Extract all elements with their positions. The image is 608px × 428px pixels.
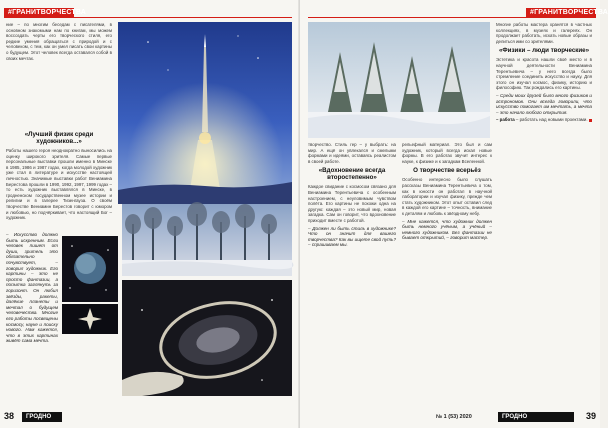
heading-physicists-creative: «Физики – люди творческие» [498,47,590,55]
left-page [0,0,300,428]
left-header-rule [4,17,292,18]
right-col1-quote: – Должен ли быть стиль в художнике? Что он значит для вашего творчества? Как вы ищете свой путь? – спрашиваем мы. [308,225,396,248]
heading-best-physicist: «Лучший физик среди художников...» [24,131,94,145]
right-page-number: 39 [585,411,596,421]
right-closing-line [496,117,592,123]
left-footer [4,412,292,422]
end-mark-icon [589,119,592,122]
right-col2-quote: – Мне кажется, что художник должен быть немного учёным, а учёный – немного художником. Без фантазии не бывает открытий, – говорит мастер. [402,218,492,241]
planet-painting [62,236,118,302]
right-page [300,0,608,428]
star-painting [62,304,118,334]
right-col1-intro: творчество. Стиль гер – у выбрать: на мир. А ещё он увлекался и смелыми формами и идеями, оставаясь реалистом в своей работе. [308,142,396,164]
left-col2-quote: – Искусство должно быть искренним. Если человек пишет от души, зритель это обязательно почувствует, – говорил художник. Его картины – это не просто фантазии, а попытка заглянуть за горизонт. Он любил звёзды, ракеты, далёкие планеты и мечтал о будущем человечества. Многие его работы посвящены космосу, науке и поиску нового. Нам кажется, что в этих картинах живёт сама мечта. [6,232,58,344]
right-col1-text: Каждое свидание с космосом связано для Вениамина Терентьевича с особенным настроением, с неуловимым чувством полёта. Его картины не похожи одна на другую: каждая – это новый мир, новая загадка. Сам он говорит, что вдохновение приходит вместе с работой. [308,184,396,223]
heading-seriously: О творчестве всерьёз [413,167,481,175]
left-column-1 [6,128,112,223]
right-column-2 [402,142,492,243]
right-section-tab: #ГРАНИТВОРЧЕСТВА [526,8,596,18]
right-col3-text: Многие работы мастера хранятся в частных коллекциях, в музеях и галереях. Он продолжает работать, искать новые образы и делиться ими со зрителями. [496,22,592,44]
right-column-1 [308,142,396,250]
right-col2-text: Особенно интересно было слушать рассказы Вениамина Терентьевича о том, как в юности он работал в научной лаборатории и изучал физику, прежде чем стать художником. Этот опыт оставил след в каждой его картине – точность, внимание к деталям и любовь к звёздному небу. [402,177,492,216]
left-section-tab: #ГРАНИТВОРЧЕСТВА [4,8,74,18]
right-col2-intro: рельефный материал. Это был и сам художник, который всегда искал новые формы. В его работах звучит интерес к науке, к физике и к загадкам Вселенной. [402,142,492,164]
right-closing-text: – работать над новыми проектами. [515,117,588,123]
right-closing-bold: – работа [496,117,515,123]
heading-inspiration: «Вдохновение всегда второстепенно» [318,167,386,182]
right-footer-city: ГРОДНО [502,414,528,420]
left-col1-text: Работы нашего героя неоднократно выносились на оценку широкого зрителя. Самые первые персональные выставки прошли именно в Минске в 1985, 1986 и 1987 годах, когда молодой художник уже стал в литературе и искусстве настоящей личностью. Значимые выставки работ Вениамина Берестова прошли в 1990, 1992, 1997, 1999 годах – то есть художник выставлялся в Минске, в гродненском государственном музее истории и религии и в галерее Тизенгауза. О своём творчестве Вениамин Берестов говорит с юмором и любовью, но подчёркивает, что настоящий Бог – художник. [6,148,112,221]
left-intro-text: ние – по многим беседам с писателями, в основном знакомыми нам по книгам, мы можем воссоздать черты его творческого стиля, его редкие умения обращаться с природой и с человеком, с тем, как он умел писать свои картины о будущем. Этот человек всегда оставался собой в своих мечтах. [6,22,112,61]
right-col3-body: Эстетика и красота нашли своё место и в научной деятельности Вениамина Терентьевича – у него всегда было стремление соединить искусство и науку. Для этого он изучал космос, физику, историю и философию. Так рождались его картины. [496,57,592,91]
issue-number: № 1 (53) 2020 [436,414,472,420]
right-footer [308,412,596,422]
winter-forest-painting [122,204,292,276]
left-column-1b [6,232,58,346]
snowy-birch-painting [308,22,490,138]
right-header-rule [308,17,596,18]
left-intro-column [6,22,112,63]
rocket-launch-painting [118,22,292,204]
left-page-number: 38 [4,411,15,421]
right-top-column [496,22,592,125]
right-col3-quote: – Среди моих друзей было много физиков и астрономов. Они всегда говорили, что искусство помогает им мечтать, а мечта – это начало любого открытия. [496,92,592,115]
left-footer-city: ГРОДНО [26,414,52,420]
cosmic-ring-painting [122,280,292,396]
